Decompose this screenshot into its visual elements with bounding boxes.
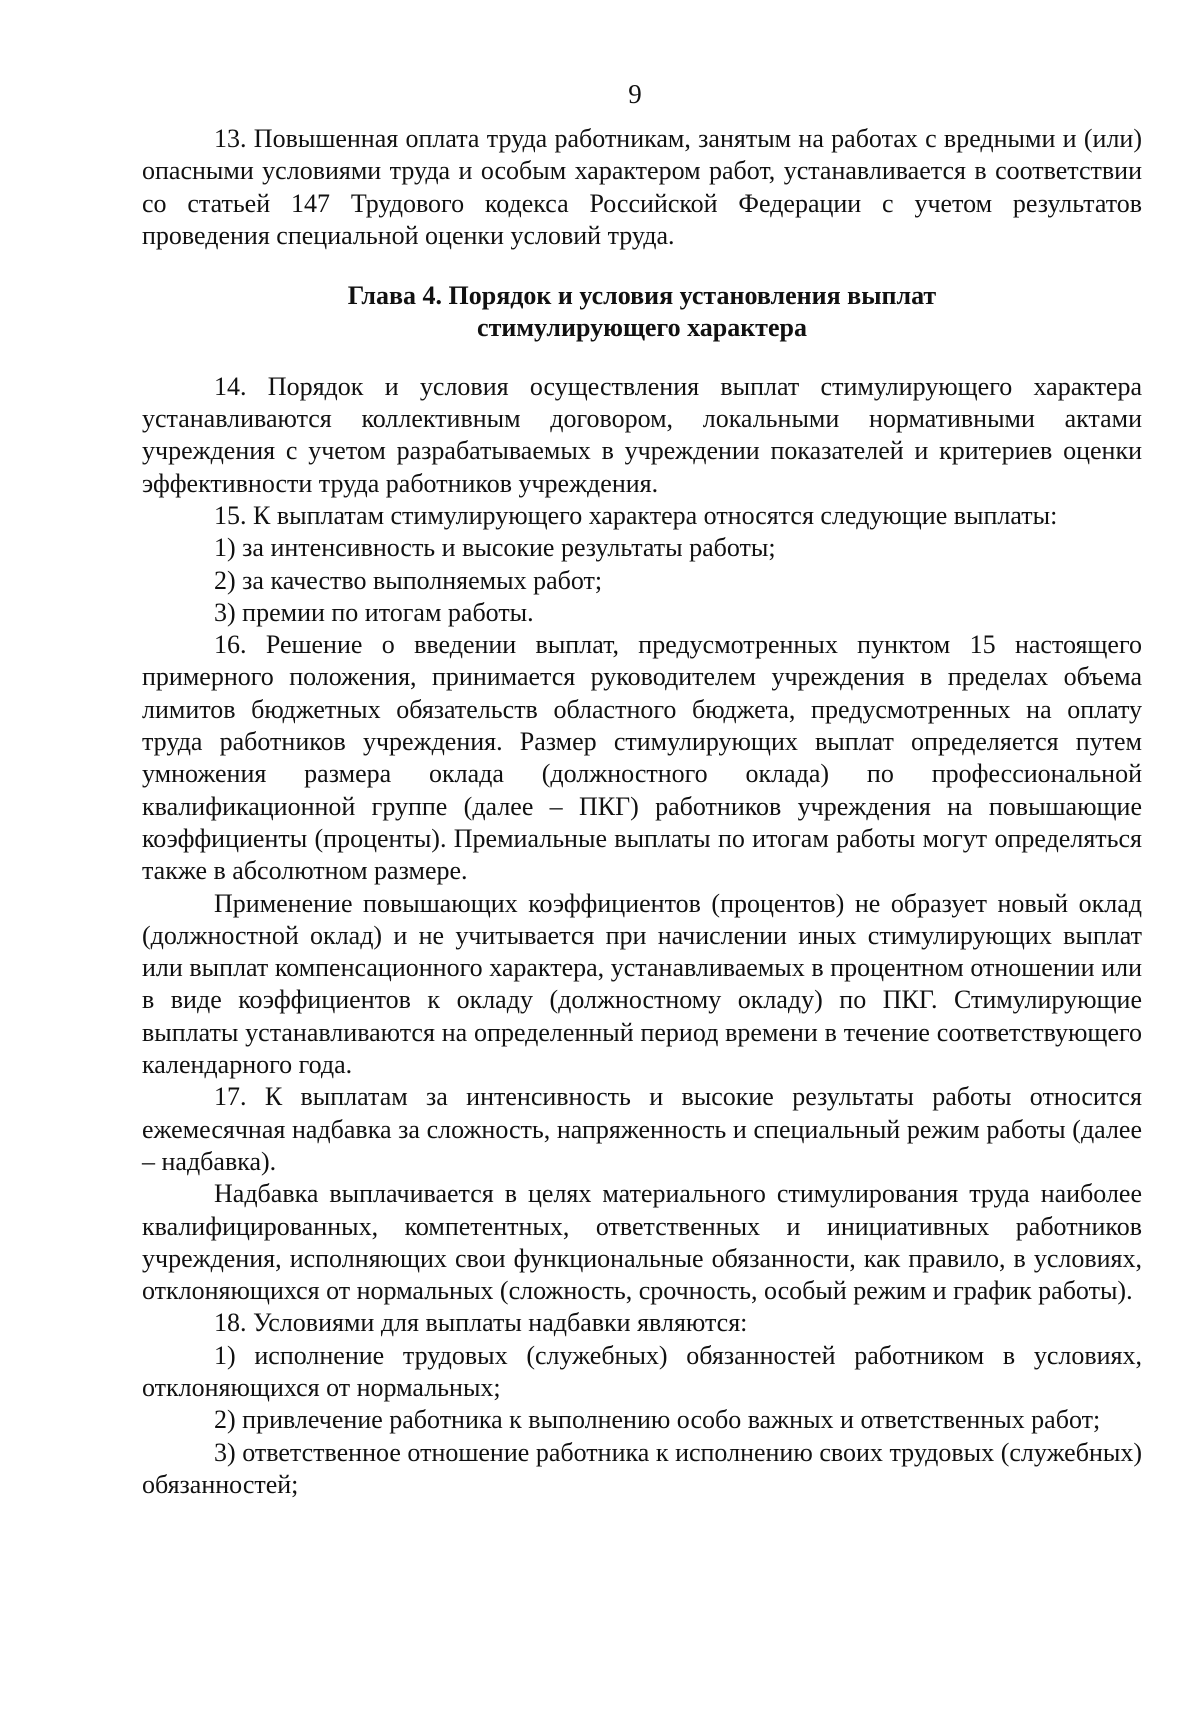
paragraph-13: 13. Повышенная оплата труда работникам, занятым на работах с вредными и (или) опасными условиями труда и особым характером работ, устанавливается в соответствии со статьей 147 Трудового кодекса Российской Федерации с учетом результатов проведения специальной оценки условий труда.: [142, 124, 1142, 250]
paragraph-15: 15. К выплатам стимулирующего характера относятся следующие выплаты:: [214, 500, 1058, 530]
list-item-15-2: 2) за качество выполняемых работ;: [214, 565, 603, 595]
paragraph-16: 16. Решение о введении выплат, предусмотренных пунктом 15 настоящего примерного положения, принимается руководителем учреждения в пределах объема лимитов бюджетных обязательств областного бюджета, предусмотренных на оплату труда работников учреждения. Размер стимулирующих выплат определяется путем умножения размера оклада (должностного оклада) по профессиональной квалификационной группе (далее – ПКГ) работников учреждения на повышающие коэффициенты (проценты). Премиальные выплаты по итогам работы могут определяться также в абсолютном размере.: [142, 630, 1142, 886]
paragraph-17-continued: Надбавка выплачивается в целях материального стимулирования труда наиболее квалифицированных, компетентных, ответственных и инициативных работников учреждения, исполняющих свои функциональные обязанности, как правило, в условиях, отклоняющихся от нормальных (сложность, срочность, особый режим и график работы).: [142, 1179, 1142, 1306]
list-item-18-3: 3) ответственное отношение работника к исполнению своих трудовых (служебных) обязанностей;: [142, 1437, 1142, 1499]
chapter-heading-line-2: стимулирующего характера: [477, 313, 807, 343]
list-item-18-1: 1) исполнение трудовых (служебных) обязанностей работником в условиях, отклоняющихся от нормальных;: [142, 1340, 1142, 1402]
list-item-15-1: 1) за интенсивность и высокие результаты работы;: [214, 533, 776, 563]
list-item-15-3: 3) премии по итогам работы.: [214, 597, 534, 627]
list-item-18-2: 2) привлечение работника к выполнению особо важных и ответственных работ;: [214, 1405, 1101, 1435]
paragraph-14: 14. Порядок и условия осуществления выплат стимулирующего характера устанавливаются коллективным договором, локальными нормативными актами учреждения с учетом разрабатываемых в учреждении показателей и критериев оценки эффективности труда работников учреждения.: [142, 371, 1142, 498]
page-number: 9: [628, 79, 642, 109]
page-content: [142, 123, 1142, 1501]
paragraph-17: 17. К выплатам за интенсивность и высокие результаты работы относится ежемесячная надбавка за сложность, напряженность и специальный режим работы (далее – надбавка).: [142, 1082, 1142, 1176]
paragraph-18: 18. Условиями для выплаты надбавки являются:: [214, 1308, 748, 1338]
chapter-heading: [142, 280, 1142, 345]
paragraph-16-continued: Применение повышающих коэффициентов (процентов) не образует новый оклад (должностной оклад) и не учитывается при начислении иных стимулирующих выплат или выплат компенсационного характера, устанавливаемых в процентном отношении или в виде коэффициентов к окладу (должностному окладу) по ПКГ. Стимулирующие выплаты устанавливаются на определенный период времени в течение соответствующего календарного года.: [142, 888, 1142, 1080]
chapter-heading-line-1: Глава 4. Порядок и условия установления выплат: [347, 281, 937, 311]
